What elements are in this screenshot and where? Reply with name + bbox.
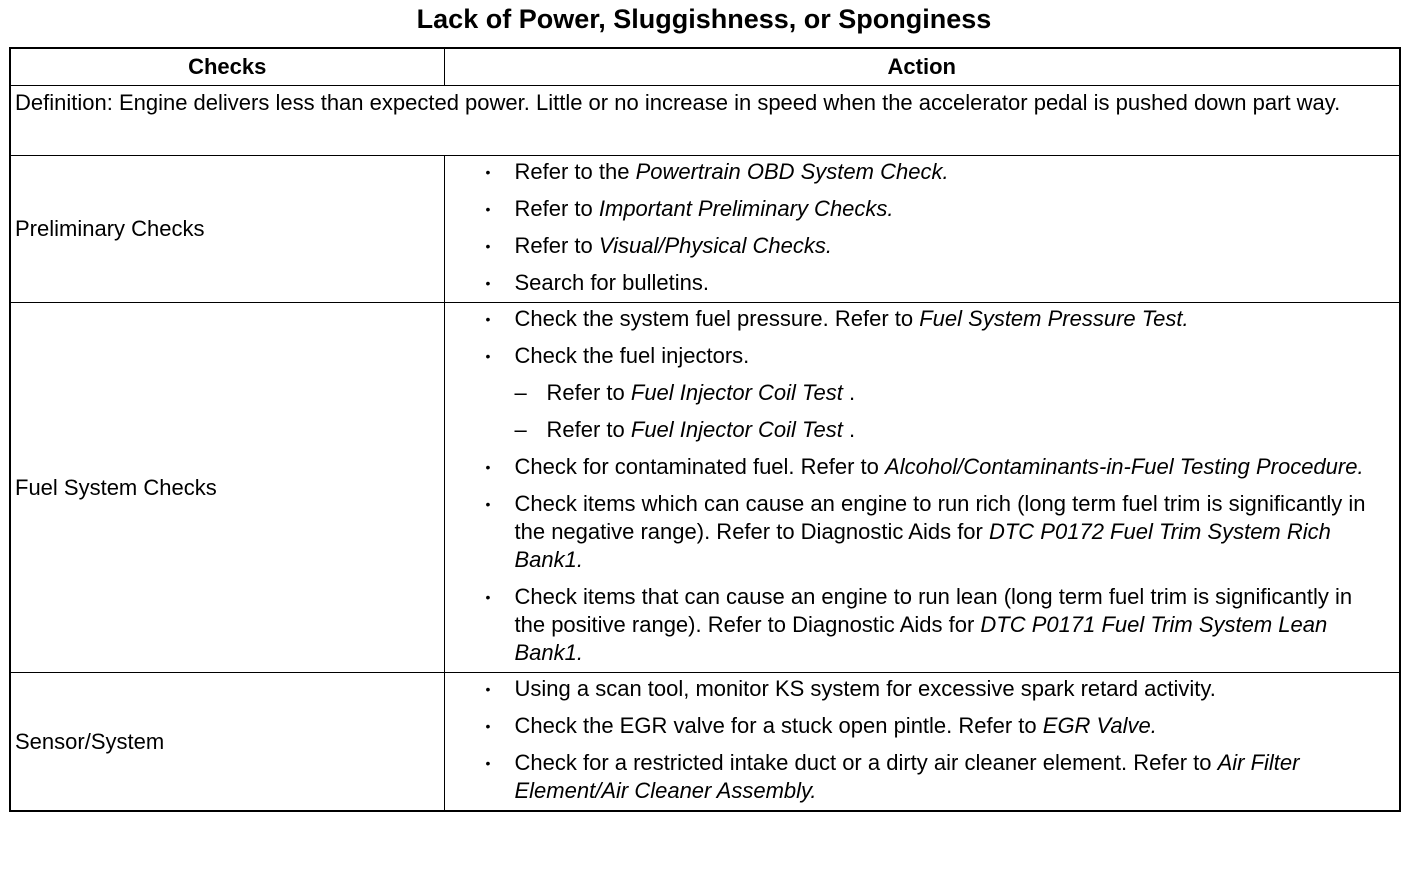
page-title: Lack of Power, Sluggishness, or Sponginess — [416, 4, 992, 34]
procedure-reference: DTC P0172 Fuel Trim System Rich Bank1. — [514, 519, 1331, 572]
diagnostic-table — [9, 47, 1401, 812]
action-text-tail: . — [842, 380, 856, 405]
action-item — [445, 158, 1370, 186]
action-text: Refer to — [546, 417, 631, 442]
procedure-reference: DTC P0171 Fuel Trim System Lean Bank1. — [514, 612, 1328, 665]
definition-row — [10, 86, 1400, 156]
action-cell — [444, 156, 1400, 303]
action-item — [445, 712, 1370, 740]
action-text: Check for contaminated fuel. Refer to — [514, 454, 886, 479]
procedure-reference: Fuel Injector Coil Test — [630, 417, 843, 442]
action-item — [445, 269, 1370, 297]
table-row — [10, 156, 1400, 303]
check-label: Fuel System Checks — [10, 303, 444, 673]
action-text: Check the fuel injectors. — [514, 343, 750, 368]
action-item — [445, 749, 1370, 805]
action-item — [445, 453, 1370, 481]
action-item — [445, 675, 1370, 703]
action-text: Check for a restricted intake duct or a dirty air cleaner element. Refer to — [514, 750, 1218, 775]
action-text: Refer to the — [514, 159, 636, 184]
action-item — [445, 342, 1370, 370]
action-list — [445, 156, 1370, 302]
procedure-reference: Visual/Physical Checks. — [598, 233, 833, 258]
procedure-reference: Important Preliminary Checks. — [598, 196, 894, 221]
action-item — [445, 583, 1370, 667]
header-checks: Checks — [10, 48, 444, 86]
action-cell — [444, 303, 1400, 673]
table-row — [10, 673, 1400, 812]
check-label: Preliminary Checks — [10, 156, 444, 303]
action-item — [445, 305, 1370, 333]
table-row — [10, 303, 1400, 673]
action-item — [445, 195, 1370, 223]
action-text: Refer to — [546, 380, 631, 405]
action-subitem — [445, 416, 1370, 444]
action-text: Check the EGR valve for a stuck open pintle. Refer to — [514, 713, 1043, 738]
action-text-tail: . — [842, 417, 856, 442]
action-subitem — [445, 379, 1370, 407]
action-text: Check items which can cause an engine to run rich (long term fuel trim is significantly in the negative range). Refer to Diagnostic Aids for — [514, 491, 1366, 544]
procedure-reference: Fuel System Pressure Test. — [919, 306, 1189, 331]
action-text: Check the system fuel pressure. Refer to — [514, 306, 920, 331]
action-list — [445, 303, 1370, 672]
procedure-reference: Powertrain OBD System Check. — [635, 159, 949, 184]
action-item — [445, 490, 1370, 574]
procedure-reference: Fuel Injector Coil Test — [630, 380, 843, 405]
action-cell — [444, 673, 1400, 812]
action-text: Refer to — [514, 196, 599, 221]
action-text: Check items that can cause an engine to run lean (long term fuel trim is significantly in the positive range). Refer to Diagnostic Aids for — [514, 584, 1353, 637]
header-action: Action — [444, 48, 1400, 86]
action-text: Search for bulletins. — [514, 270, 709, 295]
procedure-reference: Alcohol/Contaminants-in-Fuel Testing Procedure. — [885, 454, 1364, 479]
header-row — [10, 48, 1400, 86]
action-item — [445, 232, 1370, 260]
action-text: Refer to — [514, 233, 599, 258]
action-text: Using a scan tool, monitor KS system for excessive spark retard activity. — [514, 676, 1216, 701]
action-list — [445, 673, 1370, 810]
definition-text: Definition: Engine delivers less than expected power. Little or no increase in speed when the accelerator pedal is pushed down part way. — [10, 86, 1400, 156]
procedure-reference: EGR Valve. — [1042, 713, 1157, 738]
check-label: Sensor/System — [10, 673, 444, 812]
procedure-reference: Air Filter Element/Air Cleaner Assembly. — [514, 750, 1300, 803]
